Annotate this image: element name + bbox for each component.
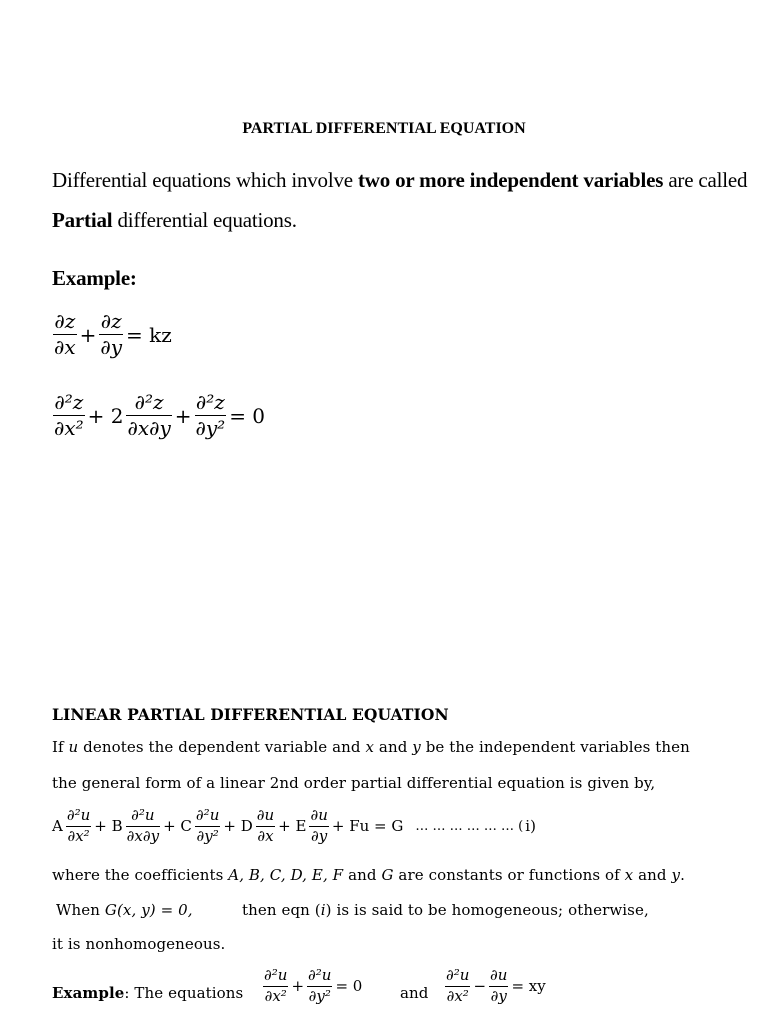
definition-bold-phrase: two or more independent variables — [357, 168, 664, 192]
definition-line-2 — [52, 208, 297, 233]
homogeneous-condition-line-2: then eqn (i) is is said to be homogeneous; otherwise, — [242, 901, 649, 919]
equation-1: $\frac{\partial z}{\partial x}$ + $\frac{\partial z}{\partial y}$ = kz — [54, 309, 172, 359]
eq1-fraction-2: $\frac{\partial z}{\partial y}$ — [100, 309, 123, 359]
definition-bold-partial: Partial — [52, 208, 113, 232]
eq2-fraction-1: $\frac{\text{∂²z}}{\text{∂x²}}$ — [54, 390, 84, 440]
general-form-equation: A $\frac{\text{∂²u}}{\text{∂x²}}$ + B $\frac{\text{∂²u}}{\partial x\partial y}$ + C $\frac{\text{∂²u}}{\text{∂y²}}$ + D $\frac{\partial u}{\partial x}$ + E $\frac{\partial u}{\partial y}$ + Fu = G … … … … … … ( i) — [52, 806, 536, 845]
example-2-label: Example: The equations — [52, 984, 244, 1002]
gen-fraction-c: $\frac{\text{∂²u}}{\text{∂y²}}$ — [195, 806, 220, 845]
homogeneous-condition-line: When G(x, y) = 0, — [56, 901, 193, 919]
nonhomogeneous-line: it is nonhomogeneous. — [52, 935, 226, 953]
eq1-fraction-1: $\frac{\partial z}{\partial x}$ — [54, 309, 76, 359]
definition-text-end: are called — [663, 168, 748, 192]
example-2-equation-1: $\frac{\text{∂²u}}{\text{∂x²}}$ + $\frac{\text{∂²u}}{\text{∂y²}}$ = 0 — [264, 966, 363, 1005]
example-heading: Example: — [52, 266, 137, 290]
eq2-fraction-2: $\frac{\text{∂²z}}{\partial x\partial y}$ — [127, 390, 171, 440]
gen-fraction-a: $\frac{\text{∂²u}}{\text{∂x²}}$ — [66, 806, 91, 845]
eq2-fraction-3: $\frac{\text{∂²z}}{\text{∂y²}}$ — [195, 390, 226, 440]
gen-fraction-b: $\frac{\text{∂²u}}{\partial x\partial y}$ — [126, 806, 160, 845]
definition-text: Differential equations which involve — [52, 168, 358, 192]
definition-text-line2: differential equations. — [112, 208, 297, 232]
definition-line-1 — [52, 168, 747, 193]
and-word: and — [400, 984, 429, 1002]
example-2-equation-2: $\frac{\text{∂²u}}{\text{∂x²}}$ − $\frac{\partial u}{\partial y}$ = xy — [446, 966, 546, 1005]
coefficients-line: where the coefficients A, B, C, D, E, F and G are constants or functions of x and y. — [52, 866, 685, 884]
section2-line-2: the general form of a linear 2nd order partial differential equation is given by, — [52, 774, 656, 792]
page-title: PARTIAL DIFFERENTIAL EQUATION — [242, 120, 526, 137]
equation-dots: … … … … … … ( — [415, 818, 524, 834]
gen-fraction-e: $\frac{\partial u}{\partial y}$ — [310, 806, 328, 845]
section-heading-linear-pde: LINEAR PARTIAL DIFFERENTIAL EQUATION — [52, 705, 449, 724]
equation-2: $\frac{\text{∂²z}}{\text{∂x²}}$ + 2 $\frac{\text{∂²z}}{\partial x\partial y}$ + $\frac{\text{∂²z}}{\text{∂y²}}$ = 0 — [54, 390, 266, 440]
gen-fraction-d: $\frac{\partial u}{\partial x}$ — [256, 806, 275, 845]
section2-line-1: If u denotes the dependent variable and x and y be the independent variables then — [52, 738, 690, 756]
